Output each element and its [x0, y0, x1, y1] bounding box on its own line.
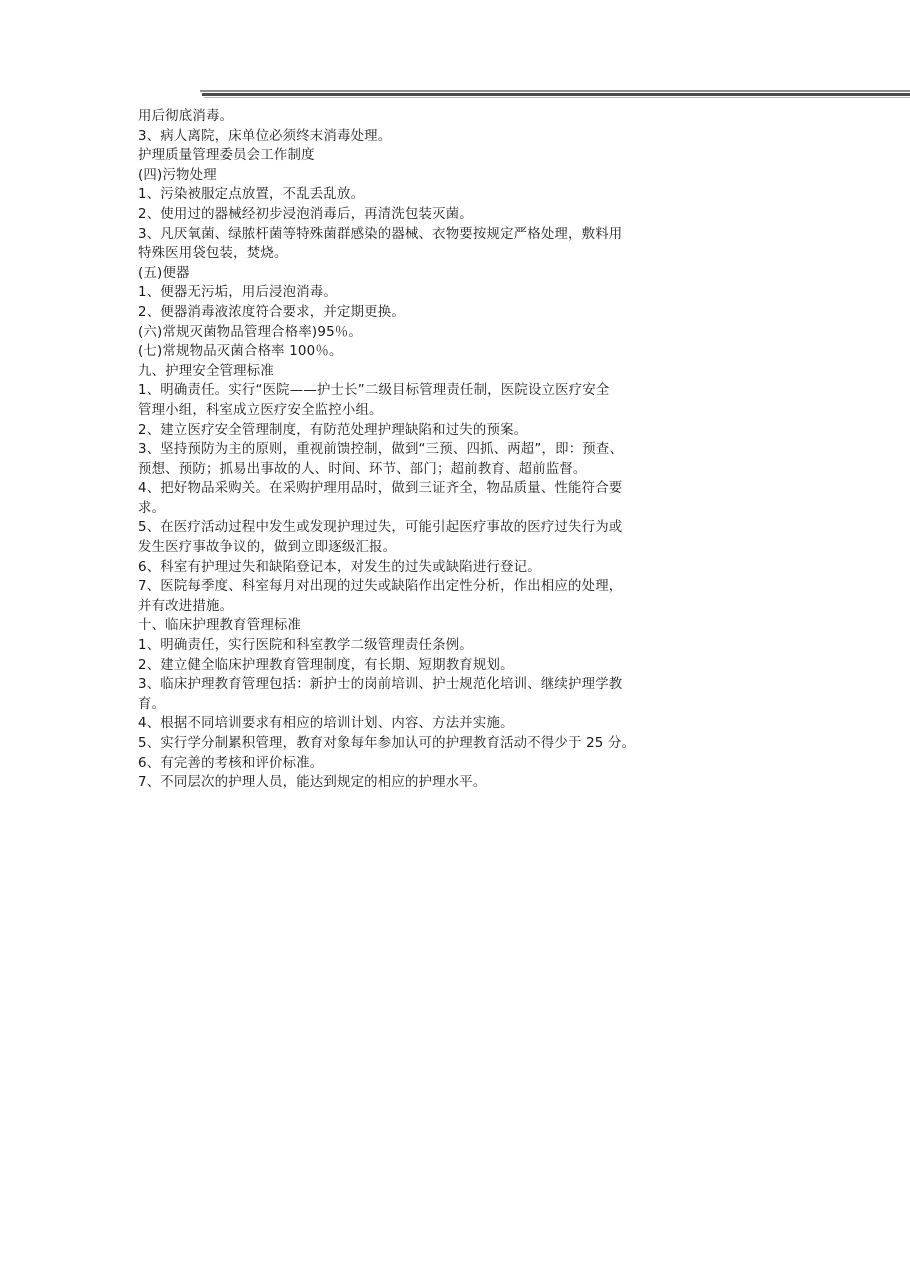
text-line: 3、临床护理教育管理包括：新护士的岗前培训、护士规范化培训、继续护理学教: [138, 677, 623, 693]
text-line: 1、污染被服定点放置，不乱丢乱放。: [138, 187, 365, 203]
document-body: [138, 107, 878, 793]
subsection-heading: (四)污物处理: [138, 167, 217, 183]
text-line: 5、在医疗活动过程中发生或发现护理过失，可能引起医疗事故的医疗过失行为或: [138, 520, 623, 536]
text-line: 用后彻底消毒。: [138, 109, 234, 124]
text-line: 2、便器消毒液浓度符合要求，并定期更换。: [138, 304, 405, 320]
text-line: 管理小组，科室成立医疗安全监控小组。: [138, 402, 383, 418]
text-line: 特殊医用袋包装，焚烧。: [138, 246, 288, 262]
text-line: 育。: [138, 696, 166, 712]
text-line: 1、便器无污垢，用后浸泡消毒。: [138, 285, 337, 301]
text-line: 求。: [138, 500, 166, 516]
section-heading: 护理质量管理委员会工作制度: [138, 148, 315, 164]
text-line: 3、病人离院，床单位必须终末消毒处理。: [138, 128, 392, 144]
text-line: (七)常规物品灭菌合格率 100％。: [138, 344, 343, 360]
text-line: 2、建立健全临床护理教育管理制度，有长期、短期教育规划。: [138, 657, 514, 673]
header-rule-line: [204, 97, 910, 98]
text-line: 1、明确责任。实行“医院——护士长”二级目标管理责任制，医院设立医疗安全: [138, 383, 610, 399]
text-line: 6、科室有护理过失和缺陷登记本，对发生的过失或缺陷进行登记。: [138, 559, 541, 575]
section-heading: 十、临床护理教育管理标准: [138, 618, 302, 634]
header-rule: [200, 90, 910, 98]
header-rule-line: [202, 93, 910, 96]
text-line: 3、凡厌氧菌、绿脓杆菌等特殊菌群感染的器械、衣物要按规定严格处理，敷料用: [138, 226, 623, 242]
text-line: 2、建立医疗安全管理制度，有防范处理护理缺陷和过失的预案。: [138, 422, 528, 438]
text-line: 7、不同层次的护理人员，能达到规定的相应的护理水平。: [138, 775, 487, 791]
subsection-heading: (五)便器: [138, 265, 190, 281]
text-line: 3、坚持预防为主的原则，重视前馈控制，做到“三预、四抓、两超”，即：预查、: [138, 442, 624, 458]
text-line: 6、有完善的考核和评价标准。: [138, 755, 324, 771]
text-line: 4、根据不同培训要求有相应的培训计划、内容、方法并实施。: [138, 716, 514, 732]
text-line: 发生医疗事故争议的，做到立即逐级汇报。: [138, 540, 397, 556]
text-line: 2、使用过的器械经初步浸泡消毒后，再清洗包装灭菌。: [138, 206, 473, 222]
text-line: 7、医院每季度、科室每月对出现的过失或缺陷作出定性分析，作出相应的处理，: [138, 579, 623, 595]
text-line: 并有改进措施。: [138, 598, 234, 614]
text-line: (六)常规灭菌物品管理合格率)95％。: [138, 324, 362, 340]
section-heading: 九、护理安全管理标准: [138, 363, 274, 379]
text-line: 5、实行学分制累积管理，教育对象每年参加认可的护理教育活动不得少于 25 分。: [138, 736, 636, 751]
text-line: 1、明确责任，实行医院和科室教学二级管理责任条例。: [138, 638, 473, 654]
header-rule-line: [200, 90, 910, 92]
text-line: 4、把好物品采购关。在采购护理用品时，做到三证齐全，物品质量、性能符合要: [138, 481, 623, 497]
text-line: 预想、预防；抓易出事故的人、时间、环节、部门；超前教育、超前监督。: [138, 461, 587, 477]
